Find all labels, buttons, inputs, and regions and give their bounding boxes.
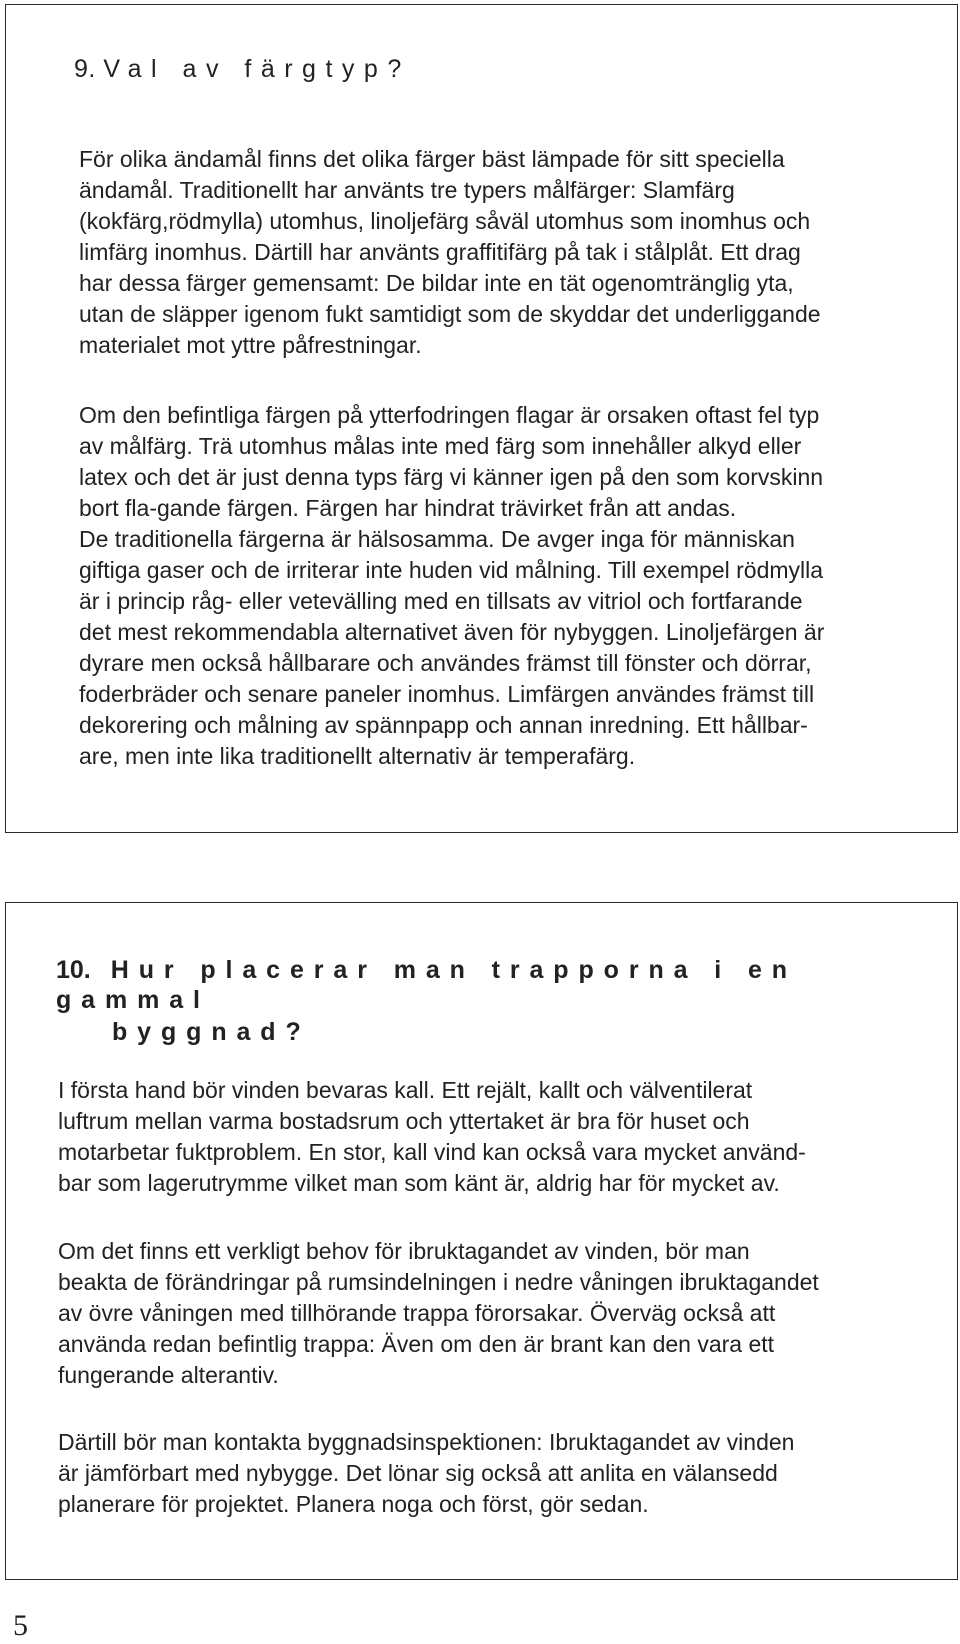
text-line: använda redan befintlig trappa: Även om den är brant kan den vara ett bbox=[58, 1331, 775, 1357]
text-line: dyrare men också hållbarare och användes främst till fönster och dörrar, bbox=[79, 650, 812, 676]
text-line: bort fla-gande färgen. Färgen har hindrat trävirket från att andas. bbox=[79, 495, 737, 521]
section-10-heading bbox=[56, 955, 916, 1047]
text-line: utan de släpper igenom fukt samtidigt som de skyddar det underliggande bbox=[79, 301, 821, 327]
text-line: fungerande alterantiv. bbox=[58, 1362, 279, 1388]
text-line: De traditionella färgerna är hälsosamma. De avger inga för människan bbox=[79, 526, 795, 552]
text-line: latex och det är just denna typs färg vi känner igen på den som korvskinn bbox=[79, 464, 824, 490]
text-line: ändamål. Traditionellt har använts tre typers målfärger: Slamfärg bbox=[79, 177, 735, 203]
text-line: motarbetar fuktproblem. En stor, kall vind kan också vara mycket använd- bbox=[58, 1139, 806, 1165]
text-line: Om den befintliga färgen på ytterfodringen flagar är orsaken oftast fel typ bbox=[79, 402, 820, 428]
section-9-paragraph-2 bbox=[79, 400, 921, 772]
text-line: av övre våningen med tillhörande trappa förorsakar. Överväg också att bbox=[58, 1300, 776, 1326]
section-10-title-line-2: byggnad? bbox=[112, 1018, 311, 1046]
text-line: dekorering och målning av spännpapp och annan inredning. Ett hållbar- bbox=[79, 712, 808, 738]
section-9-heading bbox=[74, 54, 411, 84]
text-line: av målfärg. Trä utomhus målas inte med färg som innehåller alkyd eller bbox=[79, 433, 802, 459]
section-9-paragraph-1 bbox=[79, 144, 921, 361]
text-line: limfärg inomhus. Därtill har använts graffitifärg på tak i stålplåt. Ett drag bbox=[79, 239, 801, 265]
text-line: bar som lagerutrymme vilket man som känt är, aldrig har för mycket av. bbox=[58, 1170, 780, 1196]
text-line: Därtill bör man kontakta byggnadsinspektionen: Ibruktagandet av vinden bbox=[58, 1429, 795, 1455]
text-line: luftrum mellan varma bostadsrum och yttertaket är bra för huset och bbox=[58, 1108, 750, 1134]
text-line: planerare för projektet. Planera noga och först, gör sedan. bbox=[58, 1491, 649, 1517]
section-9-title: Val av färgtyp? bbox=[103, 55, 411, 83]
text-line: giftiga gaser och de irriterar inte huden vid målning. Till exempel rödmylla bbox=[79, 557, 824, 583]
section-9-number: 9. bbox=[74, 55, 96, 83]
text-line: är jämförbart med nybygge. Det lönar sig också att anlita en välansedd bbox=[58, 1460, 778, 1486]
section-10-paragraph-3 bbox=[58, 1427, 901, 1520]
text-line: beakta de förändringar på rumsindelningen i nedre våningen ibruktagandet bbox=[58, 1269, 819, 1295]
text-line: har dessa färger gemensamt: De bildar inte en tät ogenomtränglig yta, bbox=[79, 270, 794, 296]
text-line: För olika ändamål finns det olika färger bäst lämpade för sitt speciella bbox=[79, 146, 785, 172]
text-line: det mest rekommendabla alternativet även för nybyggen. Linoljefärgen är bbox=[79, 619, 825, 645]
text-line: I första hand bör vinden bevaras kall. Ett rejält, kallt och välventilerat bbox=[58, 1077, 753, 1103]
text-line: (kokfärg,rödmylla) utomhus, linoljefärg såväl utomhus som inomhus och bbox=[79, 208, 811, 234]
section-10-number: 10. bbox=[56, 956, 91, 984]
text-line: materialet mot yttre påfrestningar. bbox=[79, 332, 422, 358]
section-10-title-line-1: Hur placerar man trapporna i en gammal bbox=[56, 956, 797, 1014]
text-line: foderbräder och senare paneler inomhus. Limfärgen användes främst till bbox=[79, 681, 815, 707]
page-number: 5 bbox=[13, 1609, 28, 1642]
section-10-paragraph-1 bbox=[58, 1075, 901, 1199]
text-line: är i princip råg- eller vetevälling med en tillsats av vitriol och fortfarande bbox=[79, 588, 803, 614]
text-line: Om det finns ett verkligt behov för ibruktagandet av vinden, bör man bbox=[58, 1238, 750, 1264]
section-10-paragraph-2 bbox=[58, 1236, 901, 1391]
text-line: are, men inte lika traditionellt alternativ är temperafärg. bbox=[79, 743, 636, 769]
